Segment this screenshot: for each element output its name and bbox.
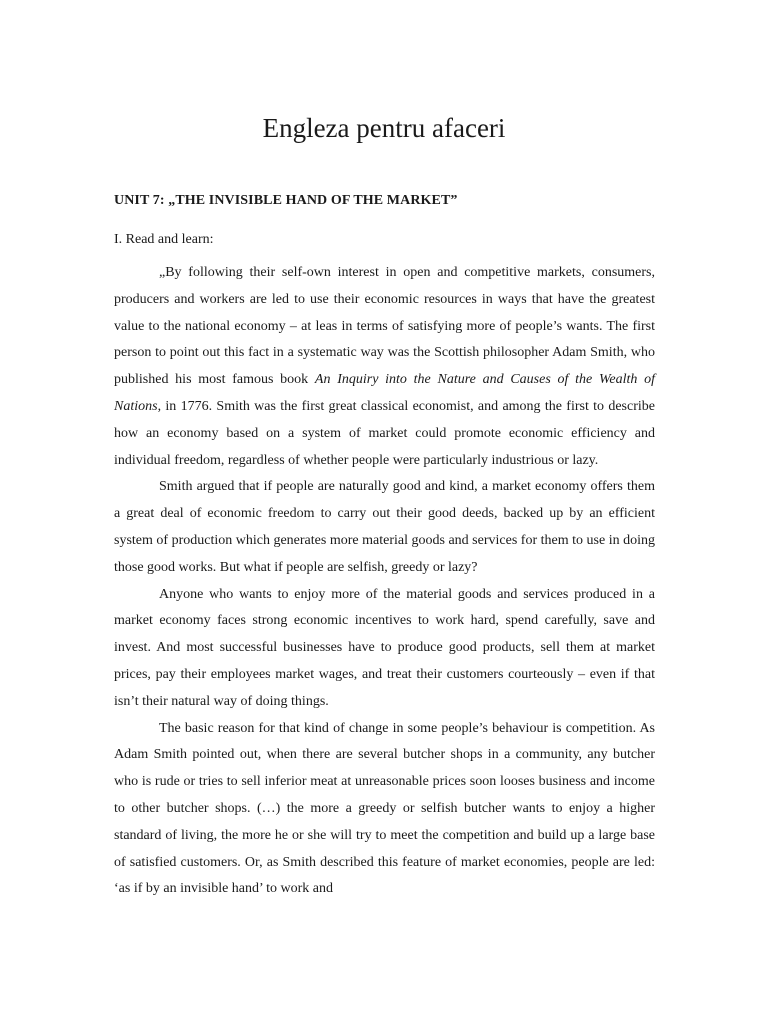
paragraph-1 <box>114 260 655 474</box>
instruction-text: I. Read and learn: <box>114 232 214 247</box>
paragraph-2: Smith argued that if people are naturally good and kind, a market economy offers them a great deal of economic freedom to carry out their good deeds, backed up by an efficient system of production which generates more material goods and services for them to use in doing those good works. But what if people are selfish, greedy or lazy? <box>114 479 655 575</box>
paragraph-1-before: „By following their self-own interest in open and competitive markets, consumers, producers and workers are led to use their economic resources in ways that have the greatest value to the national economy – at leas in terms of satisfying more of people’s wants. The first person to point out this fact in a systematic way was the Scottish philosopher Adam Smith, who published his most famous book <box>114 265 655 388</box>
book-title: An Inquiry into the Nature and Causes of the Wealth of Nations <box>114 372 655 414</box>
paragraph-3: Anyone who wants to enjoy more of the material goods and services produced in a market economy faces strong economic incentives to work hard, spend carefully, save and invest. And most successful businesses have to produce good products, sell them at market prices, pay their employees market wages, and treat their customers courteously – even if that isn’t their natural way of doing things. <box>114 586 655 709</box>
paragraph-1-after: , in 1776. Smith was the first great classical economist, and among the first to describe how an economy based on a system of market could promote economic efficiency and individual freedom, regardless of whether people were particularly industrious or lazy. <box>114 398 655 468</box>
paragraph-4: The basic reason for that kind of change in some people’s behaviour is competition. As Adam Smith pointed out, when there are several butcher shops in a community, any butcher who is rude or tries to sell inferior meat at unreasonable prices soon looses business and income to other butcher shops. (…) the more a greedy or selfish butcher wants to enjoy a higher standard of living, the more he or she will try to meet the competition and build up a large base of satisfied customers. Or, as Smith described this feature of market economies, people are led: ‘as if by an invisible hand’ to work and <box>114 720 655 897</box>
unit-heading: UNIT 7: „THE INVISIBLE HAND OF THE MARKET” <box>114 193 458 208</box>
document-title: Engleza pentru afaceri <box>262 113 506 143</box>
body-text <box>114 260 655 903</box>
